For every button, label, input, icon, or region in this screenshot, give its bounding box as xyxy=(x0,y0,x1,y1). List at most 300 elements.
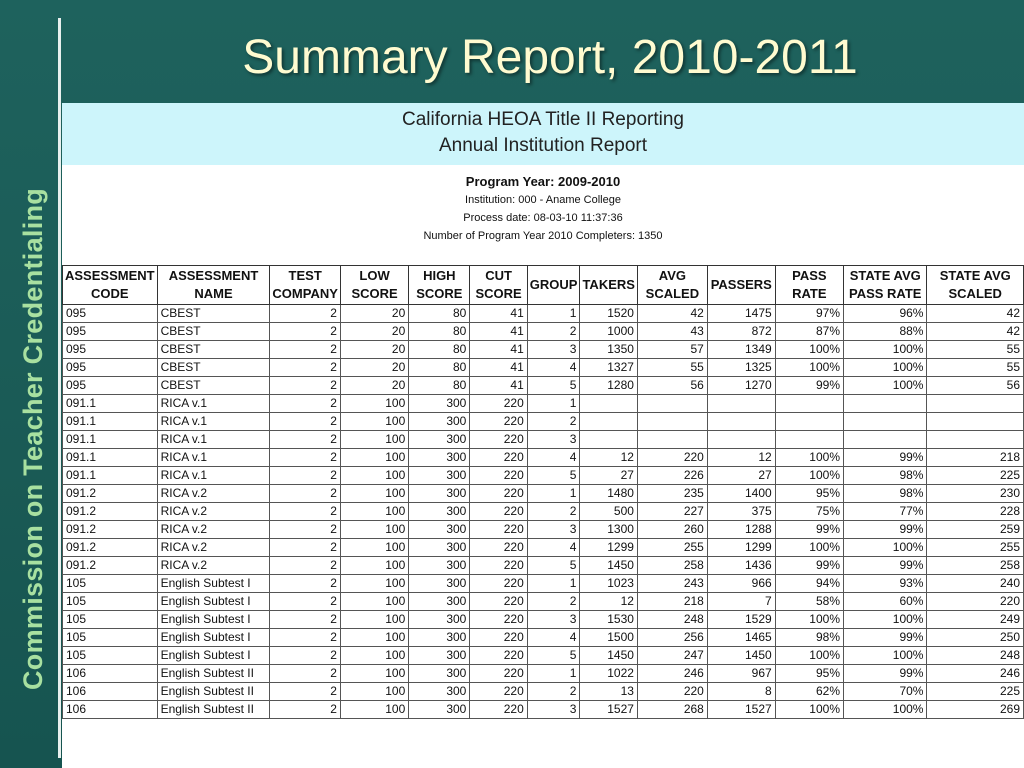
cell-passers: 12 xyxy=(707,449,775,467)
cell-assessment-name: CBEST xyxy=(157,359,270,377)
cell-state-avg-pass-rate: 100% xyxy=(844,341,927,359)
cell-state-avg-pass-rate: 100% xyxy=(844,539,927,557)
cell-assessment-code: 091.2 xyxy=(63,521,158,539)
cell-assessment-name: RICA v.1 xyxy=(157,449,270,467)
cell-takers: 1327 xyxy=(580,359,637,377)
table-row xyxy=(63,431,1024,449)
cell-state-avg-scaled: 259 xyxy=(927,521,1024,539)
header-line-1: TAKERS xyxy=(582,277,635,292)
cell-test-company: 2 xyxy=(270,647,340,665)
cell-state-avg-pass-rate: 100% xyxy=(844,611,927,629)
cell-pass-rate xyxy=(775,431,843,449)
cell-test-company: 2 xyxy=(270,485,340,503)
report-info xyxy=(62,165,1024,265)
cell-cut-score: 41 xyxy=(470,359,527,377)
cell-passers: 1325 xyxy=(707,359,775,377)
cell-test-company: 2 xyxy=(270,629,340,647)
cell-pass-rate: 100% xyxy=(775,701,843,719)
cell-high-score: 300 xyxy=(409,665,470,683)
cell-takers: 12 xyxy=(580,449,637,467)
cell-state-avg-scaled: 42 xyxy=(927,305,1024,323)
header-line-2: SCALED xyxy=(948,286,1002,301)
table-row xyxy=(63,377,1024,395)
cell-avg-scaled: 56 xyxy=(637,377,707,395)
cell-test-company: 2 xyxy=(270,413,340,431)
cell-high-score: 300 xyxy=(409,503,470,521)
slide-title: Summary Report, 2010-2011 xyxy=(242,31,858,84)
cell-passers: 1450 xyxy=(707,647,775,665)
cell-avg-scaled: 218 xyxy=(637,593,707,611)
cell-avg-scaled: 258 xyxy=(637,557,707,575)
header-line-1: PASSERS xyxy=(710,277,772,292)
cell-state-avg-scaled: 55 xyxy=(927,359,1024,377)
cell-low-score: 100 xyxy=(340,575,408,593)
cell-high-score: 300 xyxy=(409,431,470,449)
cell-pass-rate: 62% xyxy=(775,683,843,701)
cell-cut-score: 220 xyxy=(470,449,527,467)
table-row xyxy=(63,449,1024,467)
cell-group: 5 xyxy=(527,557,580,575)
cell-test-company: 2 xyxy=(270,449,340,467)
cell-avg-scaled: 55 xyxy=(637,359,707,377)
table-row xyxy=(63,323,1024,341)
cell-pass-rate: 100% xyxy=(775,611,843,629)
cell-test-company: 2 xyxy=(270,341,340,359)
cell-pass-rate: 100% xyxy=(775,341,843,359)
cell-assessment-code: 105 xyxy=(63,593,158,611)
cell-high-score: 300 xyxy=(409,557,470,575)
cell-high-score: 80 xyxy=(409,341,470,359)
cell-low-score: 100 xyxy=(340,431,408,449)
cell-state-avg-pass-rate: 100% xyxy=(844,647,927,665)
cell-takers: 1300 xyxy=(580,521,637,539)
header-line-1: ASSESSMENT xyxy=(168,268,259,283)
cell-test-company: 2 xyxy=(270,575,340,593)
cell-state-avg-pass-rate: 99% xyxy=(844,449,927,467)
cell-avg-scaled: 260 xyxy=(637,521,707,539)
table-row xyxy=(63,647,1024,665)
cell-assessment-name: RICA v.1 xyxy=(157,413,270,431)
cell-state-avg-pass-rate: 98% xyxy=(844,467,927,485)
cell-low-score: 100 xyxy=(340,701,408,719)
cell-test-company: 2 xyxy=(270,359,340,377)
cell-assessment-name: CBEST xyxy=(157,305,270,323)
cell-group: 4 xyxy=(527,629,580,647)
cell-avg-scaled: 220 xyxy=(637,449,707,467)
cell-assessment-code: 106 xyxy=(63,701,158,719)
cell-takers: 1500 xyxy=(580,629,637,647)
cell-low-score: 20 xyxy=(340,377,408,395)
cell-takers: 1299 xyxy=(580,539,637,557)
cell-high-score: 300 xyxy=(409,701,470,719)
cell-takers: 1280 xyxy=(580,377,637,395)
header-line-1: CUT xyxy=(485,268,512,283)
cell-takers xyxy=(580,395,637,413)
cell-state-avg-pass-rate: 100% xyxy=(844,359,927,377)
cell-pass-rate: 98% xyxy=(775,629,843,647)
table-row xyxy=(63,557,1024,575)
cell-low-score: 100 xyxy=(340,485,408,503)
cell-group: 2 xyxy=(527,413,580,431)
completers: Number of Program Year 2010 Completers: 1350 xyxy=(423,230,663,242)
cell-assessment-name: English Subtest II xyxy=(157,701,270,719)
cell-passers: 967 xyxy=(707,665,775,683)
cell-passers: 1270 xyxy=(707,377,775,395)
cell-passers: 7 xyxy=(707,593,775,611)
cell-cut-score: 220 xyxy=(470,701,527,719)
cell-state-avg-pass-rate: 96% xyxy=(844,305,927,323)
cell-takers: 13 xyxy=(580,683,637,701)
cell-group: 2 xyxy=(527,593,580,611)
cell-state-avg-pass-rate xyxy=(844,431,927,449)
cell-group: 2 xyxy=(527,503,580,521)
cell-passers: 1349 xyxy=(707,341,775,359)
report-banner xyxy=(62,103,1024,165)
cell-test-company: 2 xyxy=(270,683,340,701)
cell-assessment-code: 091.2 xyxy=(63,485,158,503)
cell-passers: 966 xyxy=(707,575,775,593)
cell-assessment-name: English Subtest I xyxy=(157,575,270,593)
cell-takers: 1480 xyxy=(580,485,637,503)
header-line-1: AVG xyxy=(658,268,686,283)
cell-avg-scaled xyxy=(637,431,707,449)
cell-group: 4 xyxy=(527,449,580,467)
cell-cut-score: 220 xyxy=(470,395,527,413)
cell-test-company: 2 xyxy=(270,305,340,323)
header-line-2: NAME xyxy=(194,286,233,301)
header-state-avg-scaled xyxy=(927,266,1024,305)
cell-state-avg-pass-rate: 99% xyxy=(844,557,927,575)
cell-high-score: 300 xyxy=(409,575,470,593)
cell-assessment-name: RICA v.1 xyxy=(157,395,270,413)
cell-takers: 1530 xyxy=(580,611,637,629)
cell-assessment-name: English Subtest I xyxy=(157,647,270,665)
cell-assessment-name: English Subtest I xyxy=(157,629,270,647)
header-takers xyxy=(580,266,637,305)
cell-takers: 500 xyxy=(580,503,637,521)
cell-group: 1 xyxy=(527,485,580,503)
cell-state-avg-pass-rate: 60% xyxy=(844,593,927,611)
program-year: Program Year: 2009-2010 xyxy=(465,174,621,189)
cell-test-company: 2 xyxy=(270,431,340,449)
cell-assessment-code: 095 xyxy=(63,341,158,359)
cell-low-score: 100 xyxy=(340,665,408,683)
cell-passers: 27 xyxy=(707,467,775,485)
cell-group: 1 xyxy=(527,665,580,683)
cell-high-score: 300 xyxy=(409,521,470,539)
cell-avg-scaled: 243 xyxy=(637,575,707,593)
cell-low-score: 20 xyxy=(340,359,408,377)
cell-pass-rate: 100% xyxy=(775,539,843,557)
cell-group: 3 xyxy=(527,341,580,359)
cell-takers: 1023 xyxy=(580,575,637,593)
cell-avg-scaled: 220 xyxy=(637,683,707,701)
header-line-2: SCORE xyxy=(416,286,463,301)
cell-state-avg-pass-rate: 99% xyxy=(844,521,927,539)
cell-high-score: 80 xyxy=(409,305,470,323)
cell-test-company: 2 xyxy=(270,395,340,413)
cell-group: 5 xyxy=(527,467,580,485)
cell-takers: 27 xyxy=(580,467,637,485)
cell-cut-score: 220 xyxy=(470,593,527,611)
cell-pass-rate: 97% xyxy=(775,305,843,323)
cell-low-score: 100 xyxy=(340,413,408,431)
cell-assessment-code: 095 xyxy=(63,359,158,377)
side-label: Commission on Teacher Credentialing xyxy=(18,187,48,690)
process-date: Process date: 08-03-10 11:37:36 xyxy=(463,212,623,224)
cell-state-avg-scaled: 225 xyxy=(927,683,1024,701)
cell-assessment-code: 095 xyxy=(63,377,158,395)
cell-avg-scaled xyxy=(637,395,707,413)
header-cut-score xyxy=(470,266,527,305)
header-group xyxy=(527,266,580,305)
header-assessment-code xyxy=(63,266,158,305)
header-avg-scaled xyxy=(637,266,707,305)
cell-state-avg-pass-rate xyxy=(844,395,927,413)
cell-passers: 375 xyxy=(707,503,775,521)
cell-cut-score: 220 xyxy=(470,611,527,629)
table-row xyxy=(63,485,1024,503)
cell-avg-scaled: 256 xyxy=(637,629,707,647)
table-row xyxy=(63,629,1024,647)
cell-cut-score: 41 xyxy=(470,341,527,359)
header-line-1: TEST xyxy=(288,268,322,283)
cell-test-company: 2 xyxy=(270,503,340,521)
cell-cut-score: 220 xyxy=(470,503,527,521)
cell-takers: 1520 xyxy=(580,305,637,323)
cell-group: 2 xyxy=(527,683,580,701)
cell-pass-rate: 58% xyxy=(775,593,843,611)
cell-high-score: 300 xyxy=(409,395,470,413)
cell-test-company: 2 xyxy=(270,323,340,341)
cell-takers: 12 xyxy=(580,593,637,611)
cell-assessment-code: 095 xyxy=(63,323,158,341)
header-line-1: STATE AVG xyxy=(939,268,1011,283)
cell-cut-score: 220 xyxy=(470,413,527,431)
cell-low-score: 100 xyxy=(340,611,408,629)
cell-test-company: 2 xyxy=(270,521,340,539)
cell-pass-rate: 95% xyxy=(775,485,843,503)
cell-avg-scaled: 248 xyxy=(637,611,707,629)
table-row xyxy=(63,665,1024,683)
cell-low-score: 100 xyxy=(340,395,408,413)
cell-state-avg-scaled: 248 xyxy=(927,647,1024,665)
cell-assessment-code: 091.1 xyxy=(63,395,158,413)
cell-passers: 1527 xyxy=(707,701,775,719)
cell-pass-rate xyxy=(775,395,843,413)
cell-assessment-code: 105 xyxy=(63,629,158,647)
table-row xyxy=(63,359,1024,377)
summary-table xyxy=(62,265,1024,719)
header-line-2: SCALED xyxy=(645,286,700,301)
cell-pass-rate: 100% xyxy=(775,647,843,665)
cell-state-avg-scaled: 56 xyxy=(927,377,1024,395)
cell-state-avg-pass-rate: 93% xyxy=(844,575,927,593)
cell-assessment-code: 091.2 xyxy=(63,557,158,575)
header-low-score xyxy=(340,266,408,305)
cell-high-score: 300 xyxy=(409,611,470,629)
cell-cut-score: 220 xyxy=(470,647,527,665)
cell-low-score: 100 xyxy=(340,683,408,701)
cell-takers xyxy=(580,413,637,431)
table-row xyxy=(63,503,1024,521)
cell-group: 1 xyxy=(527,395,580,413)
institution: Institution: 000 - Aname College xyxy=(465,194,621,206)
cell-state-avg-scaled: 225 xyxy=(927,467,1024,485)
cell-assessment-code: 091.1 xyxy=(63,449,158,467)
cell-pass-rate: 100% xyxy=(775,449,843,467)
table-row xyxy=(63,467,1024,485)
cell-test-company: 2 xyxy=(270,467,340,485)
cell-high-score: 300 xyxy=(409,593,470,611)
table-row xyxy=(63,305,1024,323)
cell-passers: 1475 xyxy=(707,305,775,323)
table-row xyxy=(63,611,1024,629)
cell-pass-rate: 75% xyxy=(775,503,843,521)
cell-state-avg-pass-rate: 100% xyxy=(844,701,927,719)
cell-state-avg-scaled: 228 xyxy=(927,503,1024,521)
table-row xyxy=(63,341,1024,359)
cell-high-score: 300 xyxy=(409,539,470,557)
cell-cut-score: 41 xyxy=(470,305,527,323)
header-line-2: CODE xyxy=(91,286,129,301)
cell-assessment-name: English Subtest I xyxy=(157,611,270,629)
cell-state-avg-pass-rate: 77% xyxy=(844,503,927,521)
cell-pass-rate: 95% xyxy=(775,665,843,683)
header-assessment-name xyxy=(157,266,270,305)
cell-assessment-code: 091.1 xyxy=(63,413,158,431)
cell-group: 5 xyxy=(527,377,580,395)
cell-pass-rate: 100% xyxy=(775,467,843,485)
cell-assessment-code: 091.2 xyxy=(63,539,158,557)
cell-assessment-name: RICA v.2 xyxy=(157,557,270,575)
cell-high-score: 80 xyxy=(409,323,470,341)
cell-test-company: 2 xyxy=(270,557,340,575)
header-passers xyxy=(707,266,775,305)
header-line-1: GROUP xyxy=(529,277,578,292)
cell-pass-rate: 87% xyxy=(775,323,843,341)
cell-takers: 1000 xyxy=(580,323,637,341)
cell-cut-score: 41 xyxy=(470,377,527,395)
cell-low-score: 100 xyxy=(340,647,408,665)
cell-low-score: 100 xyxy=(340,593,408,611)
cell-cut-score: 220 xyxy=(470,629,527,647)
table-row xyxy=(63,593,1024,611)
cell-assessment-name: RICA v.1 xyxy=(157,467,270,485)
table-body xyxy=(63,305,1024,719)
cell-cut-score: 220 xyxy=(470,575,527,593)
cell-high-score: 300 xyxy=(409,449,470,467)
cell-group: 1 xyxy=(527,305,580,323)
cell-avg-scaled: 226 xyxy=(637,467,707,485)
cell-group: 1 xyxy=(527,575,580,593)
cell-state-avg-pass-rate: 99% xyxy=(844,665,927,683)
cell-state-avg-scaled: 220 xyxy=(927,593,1024,611)
cell-pass-rate: 99% xyxy=(775,521,843,539)
header-line-2: SCORE xyxy=(351,286,398,301)
header-state-avg-pass-rate xyxy=(844,266,927,305)
cell-pass-rate: 99% xyxy=(775,557,843,575)
header-line-1: ASSESSMENT xyxy=(65,268,155,283)
cell-high-score: 300 xyxy=(409,467,470,485)
cell-passers xyxy=(707,413,775,431)
table-row xyxy=(63,395,1024,413)
cell-pass-rate: 100% xyxy=(775,359,843,377)
cell-state-avg-pass-rate: 100% xyxy=(844,377,927,395)
cell-pass-rate xyxy=(775,413,843,431)
cell-state-avg-scaled: 249 xyxy=(927,611,1024,629)
vertical-divider xyxy=(58,18,61,758)
cell-passers: 1400 xyxy=(707,485,775,503)
cell-cut-score: 220 xyxy=(470,683,527,701)
cell-group: 4 xyxy=(527,539,580,557)
cell-passers: 1288 xyxy=(707,521,775,539)
cell-state-avg-scaled: 255 xyxy=(927,539,1024,557)
cell-cut-score: 220 xyxy=(470,485,527,503)
cell-passers: 1436 xyxy=(707,557,775,575)
cell-state-avg-pass-rate xyxy=(844,413,927,431)
cell-takers: 1450 xyxy=(580,647,637,665)
report-panel xyxy=(62,103,1024,768)
cell-state-avg-scaled: 42 xyxy=(927,323,1024,341)
table-row xyxy=(63,539,1024,557)
cell-assessment-name: RICA v.1 xyxy=(157,431,270,449)
header-pass-rate xyxy=(775,266,843,305)
cell-assessment-code: 095 xyxy=(63,305,158,323)
cell-state-avg-pass-rate: 70% xyxy=(844,683,927,701)
header-line-1: LOW xyxy=(359,268,390,283)
cell-test-company: 2 xyxy=(270,701,340,719)
header-line-1: HIGH xyxy=(423,268,456,283)
cell-test-company: 2 xyxy=(270,593,340,611)
cell-low-score: 100 xyxy=(340,557,408,575)
cell-passers xyxy=(707,431,775,449)
cell-state-avg-scaled: 240 xyxy=(927,575,1024,593)
cell-takers: 1350 xyxy=(580,341,637,359)
cell-state-avg-scaled: 55 xyxy=(927,341,1024,359)
cell-group: 2 xyxy=(527,323,580,341)
cell-high-score: 300 xyxy=(409,485,470,503)
cell-group: 5 xyxy=(527,647,580,665)
cell-state-avg-scaled xyxy=(927,431,1024,449)
cell-avg-scaled: 247 xyxy=(637,647,707,665)
cell-assessment-name: English Subtest II xyxy=(157,683,270,701)
cell-assessment-name: CBEST xyxy=(157,377,270,395)
cell-assessment-name: CBEST xyxy=(157,323,270,341)
cell-assessment-code: 106 xyxy=(63,665,158,683)
cell-group: 3 xyxy=(527,431,580,449)
cell-cut-score: 220 xyxy=(470,665,527,683)
cell-assessment-code: 091.1 xyxy=(63,467,158,485)
cell-low-score: 100 xyxy=(340,539,408,557)
cell-state-avg-scaled xyxy=(927,395,1024,413)
header-high-score xyxy=(409,266,470,305)
cell-cut-score: 220 xyxy=(470,467,527,485)
cell-avg-scaled: 43 xyxy=(637,323,707,341)
cell-low-score: 100 xyxy=(340,449,408,467)
table-header-row xyxy=(63,266,1024,305)
banner-line-2: Annual Institution Report xyxy=(438,135,648,156)
cell-state-avg-scaled: 258 xyxy=(927,557,1024,575)
cell-assessment-name: RICA v.2 xyxy=(157,485,270,503)
cell-takers xyxy=(580,431,637,449)
cell-passers xyxy=(707,395,775,413)
cell-low-score: 100 xyxy=(340,467,408,485)
cell-assessment-code: 091.2 xyxy=(63,503,158,521)
cell-cut-score: 41 xyxy=(470,323,527,341)
cell-test-company: 2 xyxy=(270,377,340,395)
table-row xyxy=(63,575,1024,593)
